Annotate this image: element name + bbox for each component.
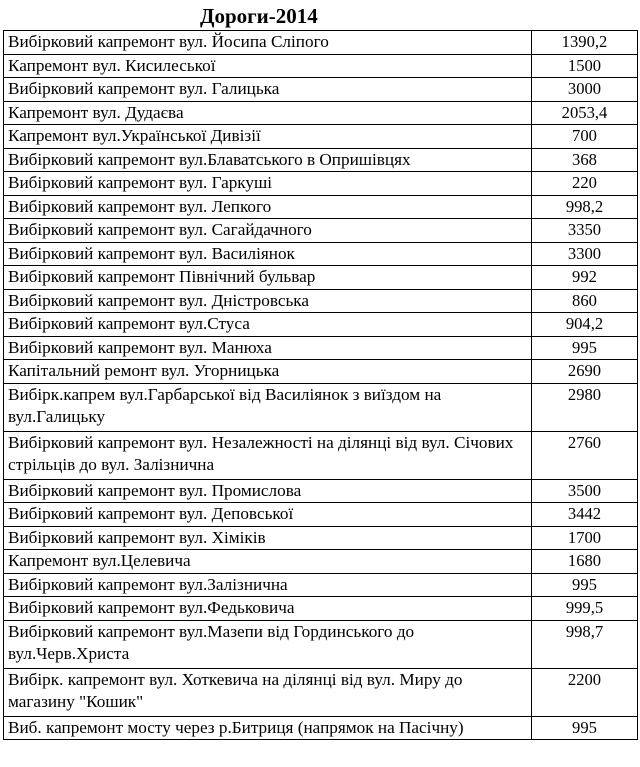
repair-item-amount: 998,2 [532,195,638,219]
table-row [4,383,638,431]
repair-item-amount: 904,2 [532,313,638,337]
repair-item-amount: 999,5 [532,597,638,621]
table-row [4,431,638,479]
repair-item-amount: 2980 [532,383,638,431]
repair-item-amount: 3000 [532,78,638,102]
table-row [4,78,638,102]
table-row [4,526,638,550]
repair-item-name: Вибірковий капремонт вул.Блаватського в Опришівцях [4,148,532,172]
repair-item-name: Капремонт вул.Української Дивізії [4,125,532,149]
repair-item-amount: 2053,4 [532,101,638,125]
repair-item-name: Виб. капремонт мосту через р.Битриця (напрямок на Пасічну) [4,716,532,740]
repair-item-name: Вибірковий капремонт вул.Мазепи від Гординського до вул.Черв.Христа [4,620,532,668]
repair-item-amount: 995 [532,573,638,597]
table-row [4,503,638,527]
table-row [4,31,638,55]
table-row [4,101,638,125]
repair-item-amount: 1500 [532,54,638,78]
repair-item-name: Вибірковий капремонт вул. Дністровська [4,289,532,313]
repair-item-name: Капітальний ремонт вул. Угорницька [4,360,532,384]
repair-item-amount: 992 [532,266,638,290]
table-row [4,597,638,621]
repair-item-amount: 998,7 [532,620,638,668]
table-row [4,360,638,384]
repair-item-name: Капремонт вул. Кисилеської [4,54,532,78]
table-row [4,266,638,290]
repair-item-amount: 3350 [532,219,638,243]
repair-item-amount: 2690 [532,360,638,384]
repair-item-amount: 1700 [532,526,638,550]
repair-item-amount: 1390,2 [532,31,638,55]
repair-item-name: Вибірковий капремонт вул. Деповської [4,503,532,527]
repair-item-amount: 995 [532,336,638,360]
repair-item-name: Вибірковий капремонт вул. Галицька [4,78,532,102]
table-row [4,550,638,574]
table-row [4,336,638,360]
repair-item-amount: 1680 [532,550,638,574]
page-title: Дороги-2014 [200,4,318,28]
repair-item-name: Вибірковий капремонт Північний бульвар [4,266,532,290]
table-row [4,313,638,337]
repair-item-name: Капремонт вул. Дудаєва [4,101,532,125]
table-row [4,219,638,243]
table-row [4,573,638,597]
repair-item-amount: 3300 [532,242,638,266]
table-row [4,125,638,149]
repair-item-name: Вибірк. капремонт вул. Хоткевича на ділянці від вул. Миру до магазину "Кошик" [4,668,532,716]
repair-item-name: Капремонт вул.Целевича [4,550,532,574]
repair-item-amount: 860 [532,289,638,313]
repair-item-name: Вибірковий капремонт вул.Стуса [4,313,532,337]
table-row [4,716,638,740]
repair-item-name: Вибірковий капремонт вул.Федьковича [4,597,532,621]
repair-item-name: Вибірковий капремонт вул. Лепкого [4,195,532,219]
repair-item-name: Вибірковий капремонт вул. Незалежності на ділянці від вул. Січових стрільців до вул. Залізнична [4,431,532,479]
repair-item-name: Вибірковий капремонт вул. Гаркуші [4,172,532,196]
repair-item-amount: 2200 [532,668,638,716]
repair-item-name: Вибірковий капремонт вул. Хіміків [4,526,532,550]
table-row [4,620,638,668]
repair-item-amount: 220 [532,172,638,196]
repair-item-name: Вибірковий капремонт вул. Манюха [4,336,532,360]
table-row [4,479,638,503]
repair-item-amount: 700 [532,125,638,149]
table-row [4,172,638,196]
repair-item-amount: 995 [532,716,638,740]
table-row [4,54,638,78]
table-row [4,148,638,172]
repair-item-name: Вибірковий капремонт вул. Василіянок [4,242,532,266]
table-row [4,289,638,313]
table-row [4,668,638,716]
repair-item-name: Вибірк.капрем вул.Гарбарської від Василіянок з виїздом на вул.Галицьку [4,383,532,431]
repair-item-name: Вибірковий капремонт вул. Йосипа Сліпого [4,31,532,55]
repair-item-name: Вибірковий капремонт вул.Залізнична [4,573,532,597]
repair-item-amount: 368 [532,148,638,172]
roads-table-body [4,31,638,740]
table-row [4,195,638,219]
repair-item-amount: 2760 [532,431,638,479]
repair-item-amount: 3442 [532,503,638,527]
repair-item-name: Вибірковий капремонт вул. Промислова [4,479,532,503]
repair-item-name: Вибірковий капремонт вул. Сагайдачного [4,219,532,243]
roads-table [3,30,638,740]
table-row [4,242,638,266]
repair-item-amount: 3500 [532,479,638,503]
